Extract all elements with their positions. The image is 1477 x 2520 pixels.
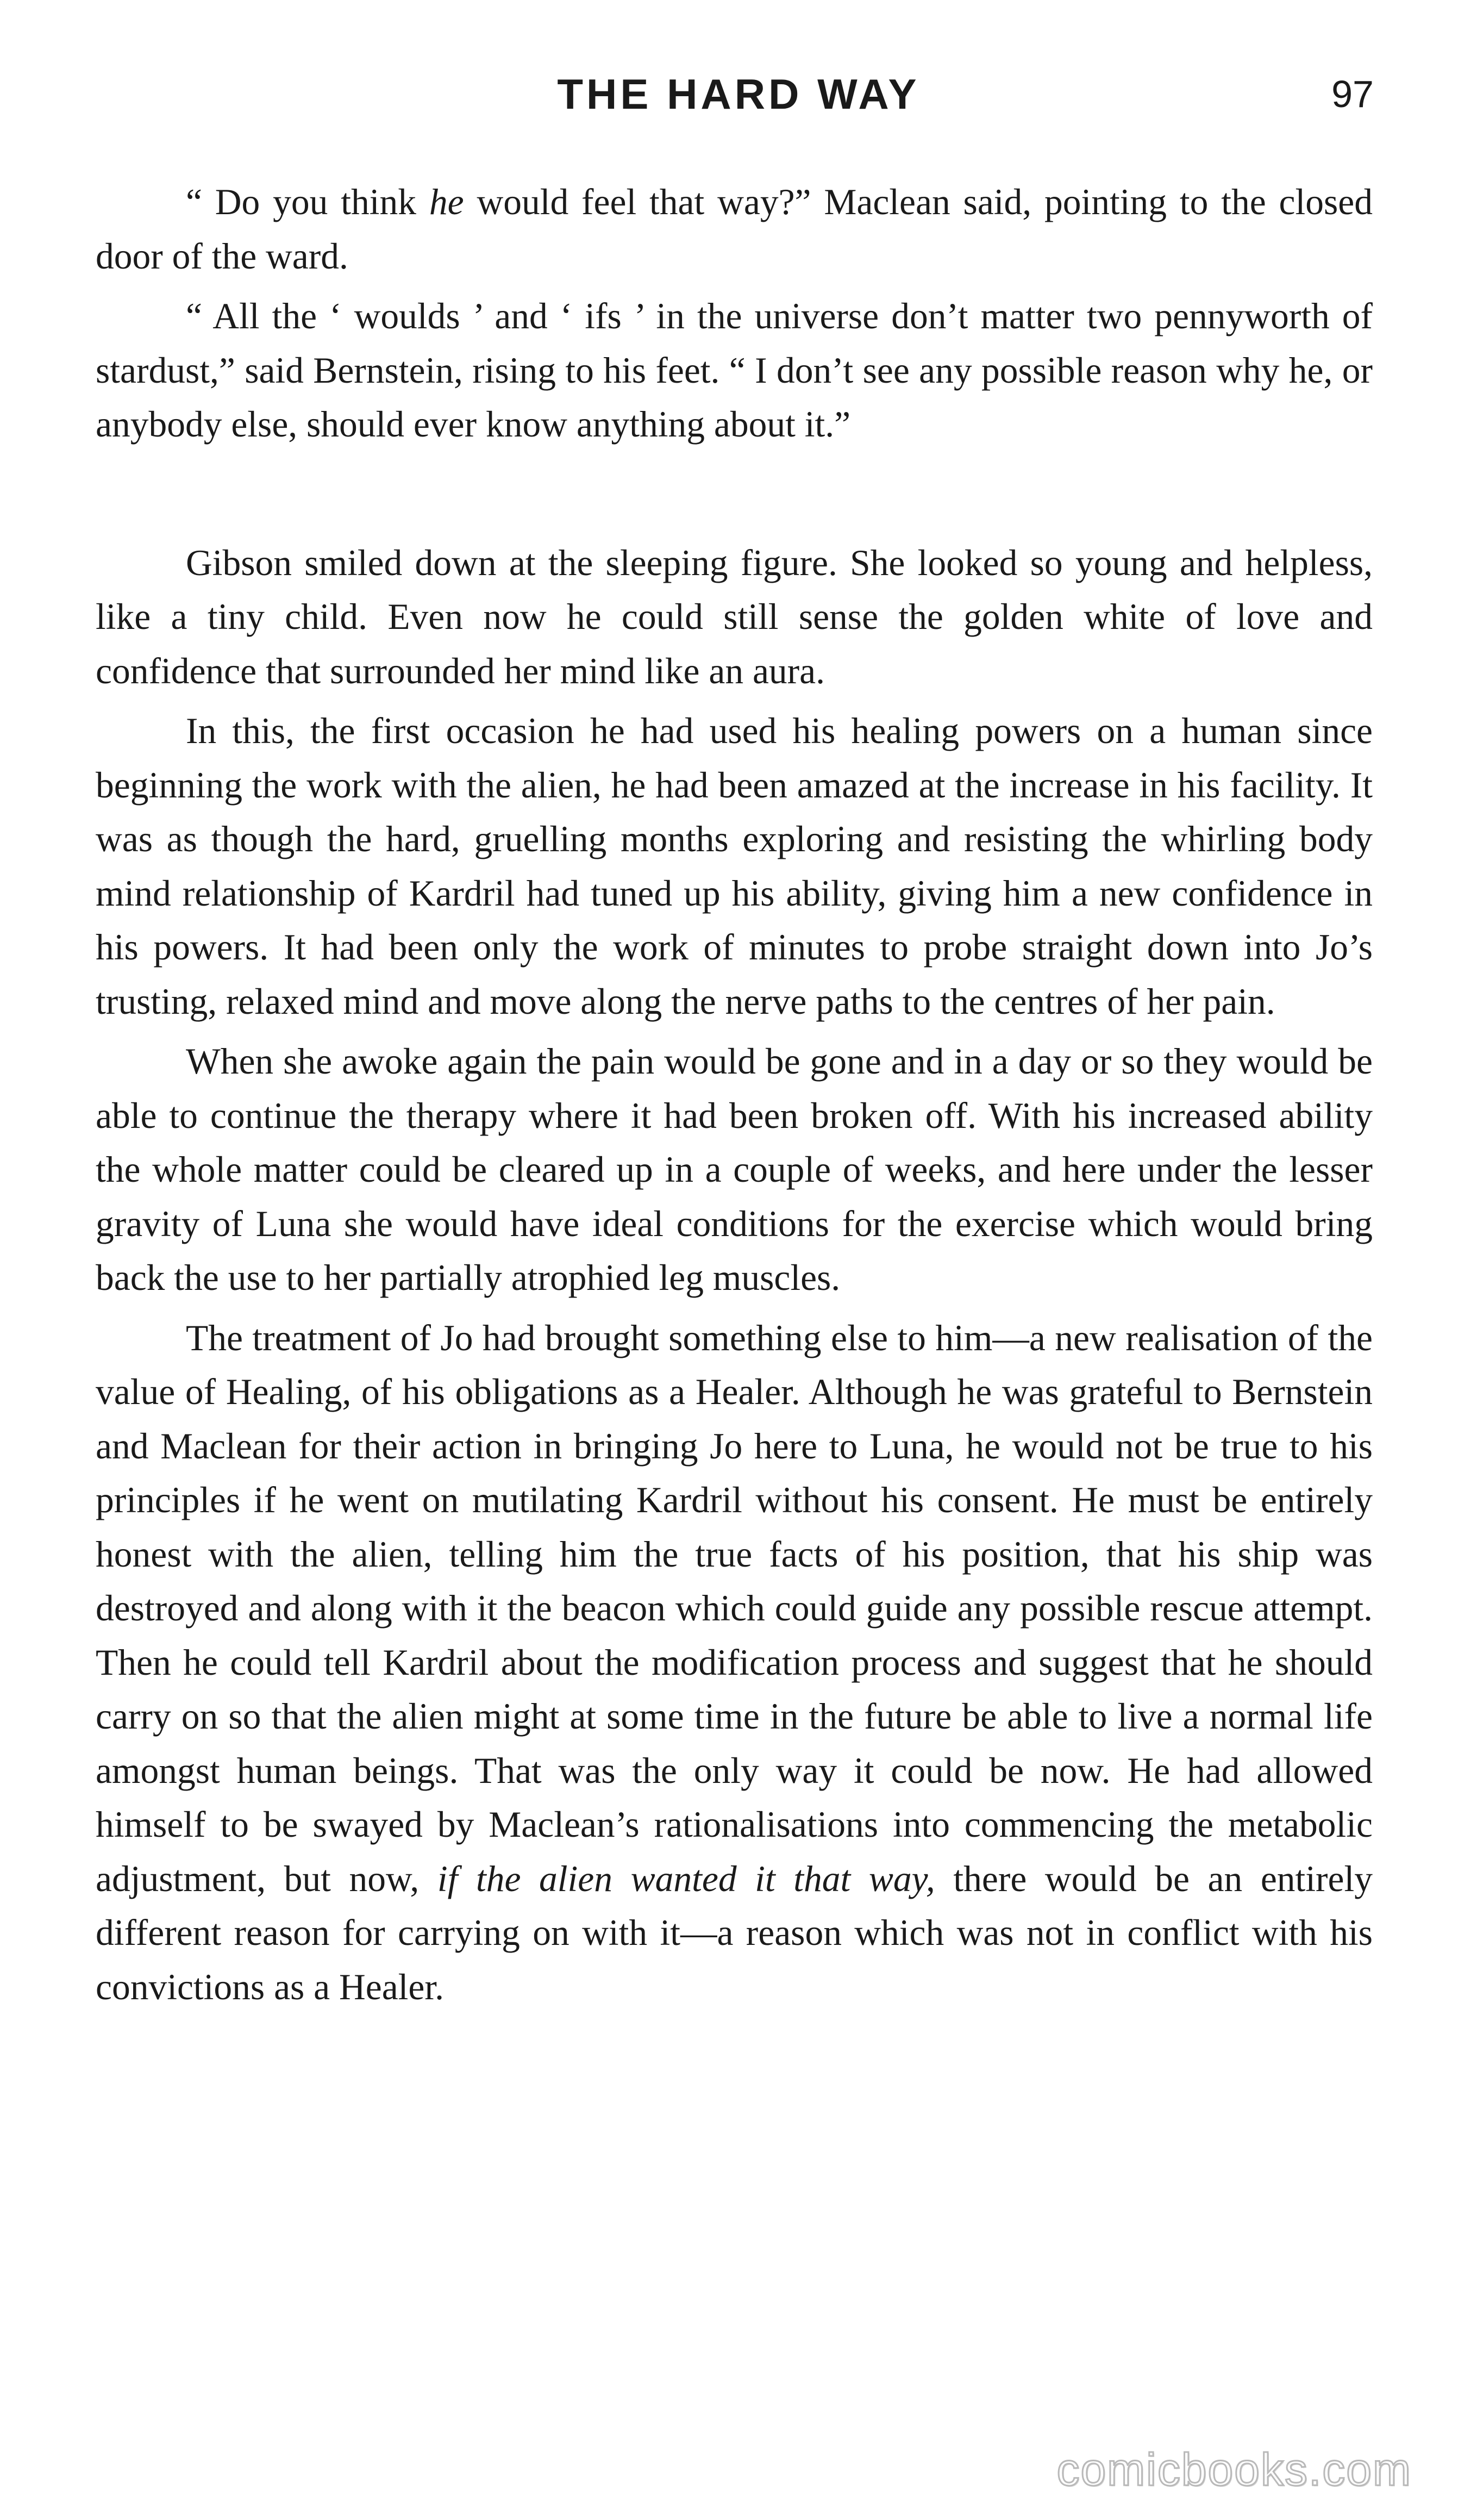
paragraph-2: “ All the ‘ woulds ’ and ‘ ifs ’ in the universe don’t matter two pennyworth of stardust,” said Bernstein, rising to his feet. “ I don’t see any possible reason why he, or anybody else, should ever know anything about it.”	[96, 296, 1373, 445]
body-text	[96, 175, 1373, 2020]
watermark: comicbooks.com	[1056, 2444, 1412, 2495]
chapter-title: THE HARD WAY	[557, 70, 920, 118]
paragraph-6: The treatment of Jo had brought something else to him—a new realisation of the value of Healing, of his obligations as a Healer. Although he was grateful to Bernstein and Maclean for their action in bringing Jo here to Luna, he would not be true to his principles if he went on mutilating Kardril without his consent. He must be entirely honest with the alien, telling him the true facts of his position, that his ship was destroyed and along with it the beacon which could guide any possible rescue attempt. Then he could tell Kardril about the modification process and suggest that he should carry on so that the alien might at some time in the future be able to live a normal life amongst human beings. That was the only way it could be now. He had allowed himself to be swayed by Maclean’s rationalisations into commencing the metabolic adjustment, but now, if the alien wanted it that way, there would be an entirely different reason for carrying on with it—a reason which was not in conflict with his convictions as a Healer.	[96, 1317, 1373, 2007]
paragraph-1: “ Do you think he would feel that way?” Maclean said, pointing to the closed door of the ward.	[96, 182, 1373, 277]
paragraph-4: In this, the first occasion he had used his healing powers on a human since beginning the work with the alien, he had been amazed at the increase in his facility. It was as though the hard, gruelling months exploring and resisting the whirling body mind relationship of Kardril had tuned up his ability, giving him a new confidence in his powers. It had been only the work of minutes to probe straight down into Jo’s trusting, relaxed mind and move along the nerve paths to the centres of her pain.	[96, 710, 1373, 1022]
page-number: 97	[1331, 73, 1374, 115]
emphasis-he: he	[429, 182, 464, 222]
paragraph-3: Gibson smiled down at the sleeping figure. She looked so young and helpless, like a tiny child. Even now he could still sense the golden white of love and confidence that surrounded her mind like an aura.	[96, 542, 1373, 691]
running-head	[0, 64, 1477, 124]
emphasis-if-the-alien: if the alien wanted it that way,	[437, 1858, 935, 1899]
paragraph-5: When she awoke again the pain would be gone and in a day or so they would be able to continue the therapy where it had been broken off. With his increased ability the whole matter could be cleared up in a couple of weeks, and here under the lesser gravity of Luna she would have ideal conditions for the exercise which would bring back the use to her partially atrophied leg muscles.	[96, 1041, 1373, 1298]
